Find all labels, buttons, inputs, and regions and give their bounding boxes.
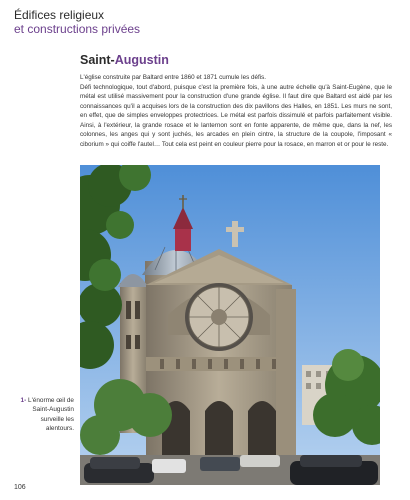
body-paragraph-2: Défi technologique, tout d'abord, puisque c'est la première fois, à une autre échelle qu'à Saint-Eugène, que le métal est utilisé massivement pour la construction d'une grande église. Il faut dire que Baltard est aidé par les connaissances qu'il a acquises lors de la construction des dix pavillons des Halles, en 1851. Les murs ne sont, en effet, que de simples enveloppes protectrices. Le métal est parfois dissimulé et parfois parfaitement visible. Ainsi, à l'extérieur, la grande rosace et le lanternon sont en fonte apparente, de même que, dans la nef, les colonnes, les anges qui y sont juchés, les arcades en plein cintre, la structure de la coupole, l'imposant « ciborium » qui coiffe l'autel… Tout cela est peint en couleur pierre pour la rosace, en marron et or pour le reste. bbox=[80, 83, 392, 148]
section-title bbox=[80, 52, 169, 68]
title-part-2: Augustin bbox=[114, 53, 169, 67]
running-header bbox=[14, 8, 140, 36]
body-text bbox=[80, 73, 392, 149]
header-line-1: Édifices religieux bbox=[14, 8, 105, 22]
caption-number: 1- bbox=[20, 397, 27, 404]
page-number: 106 bbox=[14, 484, 26, 491]
church-photo bbox=[80, 165, 380, 485]
caption-text: L'énorme œil de Saint-Augustin surveille les alentours. bbox=[28, 397, 74, 433]
title-part-1: Saint- bbox=[80, 53, 115, 67]
body-paragraph-1: L'église construite par Baltard entre 1860 et 1871 cumule les défis. bbox=[80, 74, 267, 81]
header-line-2: et constructions privées bbox=[14, 22, 141, 36]
photo-caption bbox=[12, 396, 74, 434]
